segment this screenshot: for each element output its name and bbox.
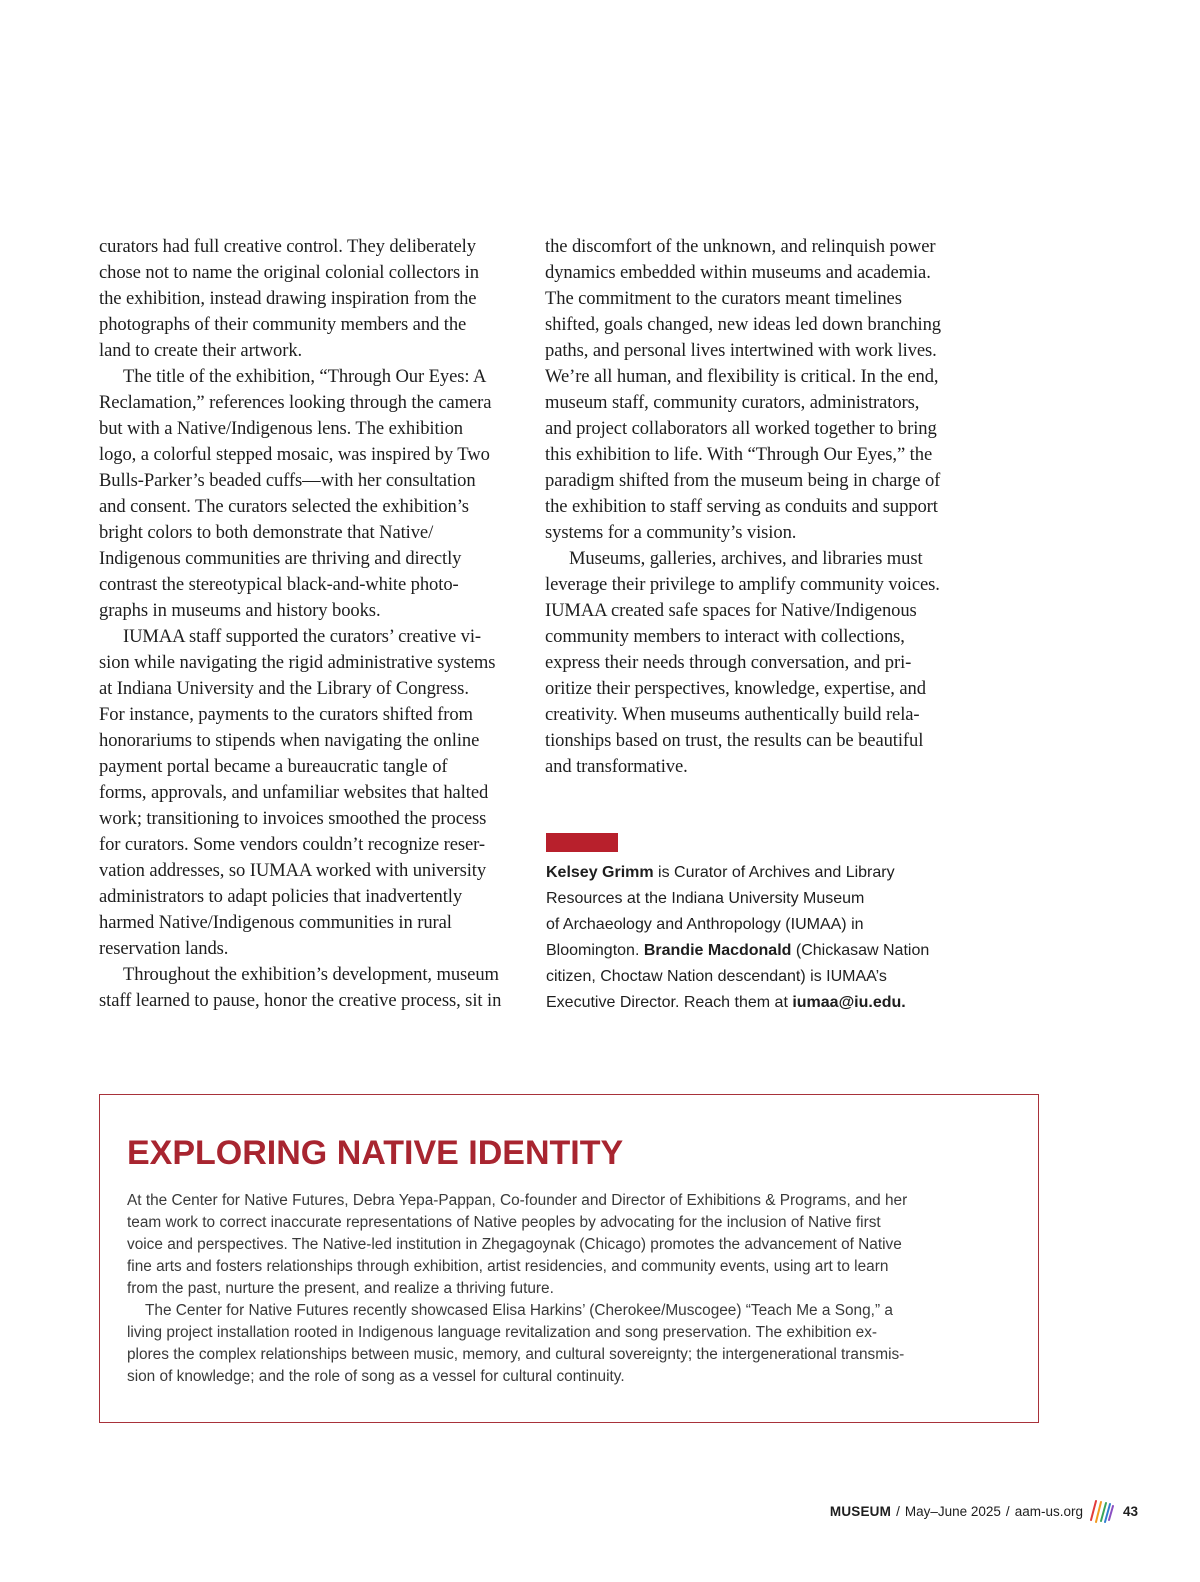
article-line: IUMAA created safe spaces for Native/Indigenous [545, 600, 917, 621]
bio-line [546, 990, 986, 1016]
article-line: dynamics embedded within museums and academia. [545, 262, 931, 283]
article-line: this exhibition to life. With “Through Our Eyes,” the [545, 444, 933, 465]
article-line: forms, approvals, and unfamiliar websites that halted [99, 782, 489, 803]
sidebar-line: plores the complex relationships between music, memory, and cultural sovereignty; the intergenerational transmis- [127, 1346, 905, 1363]
article-line: staff learned to pause, honor the creative process, sit in [99, 990, 502, 1011]
article-line: shifted, goals changed, new ideas led down branching [545, 314, 942, 335]
article-line: land to create their artwork. [99, 340, 303, 361]
article-line: honorariums to stipends when navigating the online [99, 730, 480, 751]
page-number: 43 [1122, 1503, 1138, 1519]
sidebar-line: voice and perspectives. The Native-led institution in Zhegagoynak (Chicago) promotes the advancement of Native [127, 1236, 902, 1253]
issue-date: May–June 2025 [904, 1503, 1001, 1519]
article-line: Reclamation,” references looking through the camera [99, 392, 492, 413]
article-line: curators had full creative control. They deliberately [99, 236, 476, 257]
sidebar-title: EXPLORING NATIVE IDENTITY [127, 1134, 624, 1172]
sidebar-line: living project installation rooted in Indigenous language revitalization and song preservation. The exhibition ex- [127, 1324, 878, 1341]
article-line: administrators to adapt policies that inadvertently [99, 886, 463, 907]
website-link[interactable]: aam-us.org [1014, 1503, 1083, 1519]
article-line: the discomfort of the unknown, and relinquish power [545, 236, 936, 257]
article-line: paths, and personal lives intertwined with work lives. [545, 340, 937, 361]
article-line: chose not to name the original colonial collectors in [99, 262, 479, 283]
article-line: creativity. When museums authentically build rela- [545, 704, 920, 725]
article-line: The title of the exhibition, “Through Our Eyes: A [123, 366, 487, 387]
article-line: community members to interact with collections, [545, 626, 905, 647]
article-line: For instance, payments to the curators shifted from [99, 704, 473, 725]
article-line: sion while navigating the rigid administrative systems [99, 652, 496, 673]
sidebar-line: At the Center for Native Futures, Debra Yepa-Pappan, Co-founder and Director of Exhibitions & Programs, and her [127, 1192, 908, 1209]
article-line: work; transitioning to invoices smoothed the process [99, 808, 487, 829]
article-line: the exhibition, instead drawing inspiration from the [99, 288, 477, 309]
sidebar-box [99, 1094, 1039, 1423]
author-name: Brandie Macdonald [643, 942, 792, 959]
sidebar-body [127, 1190, 1027, 1388]
article-line: at Indiana University and the Library of Congress. [99, 678, 469, 699]
article-line: bright colors to both demonstrate that Native/ [99, 522, 434, 543]
article-line: payment portal became a bureaucratic tangle of [99, 756, 448, 777]
article-line: reservation lands. [99, 938, 229, 959]
article-line: leverage their privilege to amplify community voices. [545, 574, 940, 595]
footer-separator: / [896, 1503, 900, 1519]
article-line: Museums, galleries, archives, and libraries must [569, 548, 923, 569]
sidebar-line: fine arts and fosters relationships through exhibition, artist residencies, and community events, using art to learn [127, 1258, 889, 1275]
aam-stripes-icon [1089, 1498, 1115, 1524]
article-line: for curators. Some vendors couldn’t recognize reser- [99, 834, 485, 855]
article-line: the exhibition to staff serving as conduits and support [545, 496, 938, 517]
sidebar-line: The Center for Native Futures recently showcased Elisa Harkins’ (Cherokee/Muscogee) “Teach Me a Song,” a [145, 1302, 893, 1319]
bio-line: Resources at the Indiana University Museum [546, 890, 865, 907]
article-line: IUMAA staff supported the curators’ creative vi- [123, 626, 482, 647]
article-line: harmed Native/Indigenous communities in rural [99, 912, 452, 933]
article-line: paradigm shifted from the museum being in charge of [545, 470, 941, 491]
article-line: We’re all human, and flexibility is critical. In the end, [545, 366, 939, 387]
article-line: Bulls-Parker’s beaded cuffs—with her consultation [99, 470, 476, 491]
publication-name: MUSEUM [829, 1503, 892, 1519]
bio-text: Executive Director. Reach them at [546, 994, 793, 1011]
bio-line: of Archaeology and Anthropology (IUMAA) in [546, 916, 864, 933]
contact-email[interactable]: iumaa@iu.edu. [792, 994, 906, 1011]
sidebar-line: sion of knowledge; and the role of song as a vessel for cultural continuity. [127, 1368, 625, 1385]
article-line: Throughout the exhibition’s development, museum [123, 964, 499, 985]
article-line: logo, a colorful stepped mosaic, was inspired by Two [99, 444, 490, 465]
sidebar-line: from the past, nurture the present, and realize a thriving future. [127, 1280, 554, 1297]
article-line: but with a Native/Indigenous lens. The exhibition [99, 418, 463, 439]
article-line: museum staff, community curators, administrators, [545, 392, 920, 413]
article-line: and transformative. [545, 756, 688, 777]
article-line: oritize their perspectives, knowledge, expertise, and [545, 678, 926, 699]
bio-text: Bloomington. [546, 942, 644, 959]
article-line: Indigenous communities are thriving and directly [99, 548, 462, 569]
article-line: and project collaborators all worked together to bring [545, 418, 937, 439]
article-line: graphs in museums and history books. [99, 600, 381, 621]
bio-text: (Chickasaw Nation [791, 942, 930, 959]
article-line: The commitment to the curators meant timelines [545, 288, 902, 309]
bio-text: is Curator of Archives and Library [653, 864, 895, 881]
author-name: Kelsey Grimm [546, 864, 654, 881]
page-footer [830, 1500, 1138, 1522]
article-line: photographs of their community members and the [99, 314, 467, 335]
bio-accent-bar [546, 833, 618, 852]
article-line: tionships based on trust, the results can be beautiful [545, 730, 924, 751]
article-line: contrast the stereotypical black-and-white photo- [99, 574, 459, 595]
bio-line [546, 938, 986, 964]
sidebar-line: team work to correct inaccurate representations of Native peoples by advocating for the inclusion of Native first [127, 1214, 881, 1231]
footer-separator: / [1005, 1503, 1010, 1519]
article-column-left [99, 234, 529, 1014]
author-bio [546, 860, 986, 1016]
bio-line: citizen, Choctaw Nation descendant) is IUMAA’s [546, 968, 887, 985]
article-column-right [545, 234, 975, 780]
bio-line [546, 860, 986, 886]
article-line: vation addresses, so IUMAA worked with university [99, 860, 487, 881]
article-line: systems for a community’s vision. [545, 522, 797, 543]
article-line: and consent. The curators selected the exhibition’s [99, 496, 469, 517]
article-line: express their needs through conversation, and pri- [545, 652, 912, 673]
